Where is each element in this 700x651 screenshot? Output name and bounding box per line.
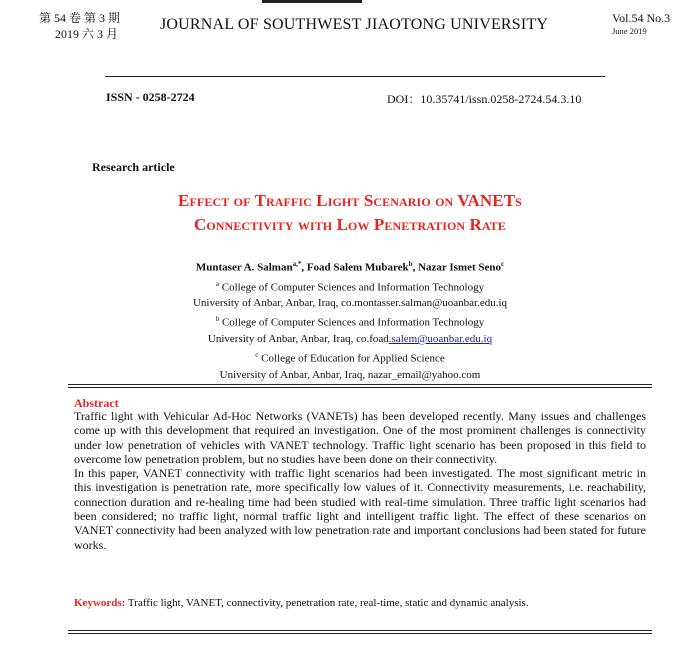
article-title-line-1: Effect of Traffic Light Scenario on VANETs [178, 191, 522, 210]
author-1: Muntaser A. Salman [195, 261, 293, 274]
affiliation-b-address [0, 331, 700, 347]
affiliation-c-address: University of Anbar, Anbar, Iraq, nazar_email@yahoo.com [219, 368, 481, 381]
abstract-heading: Abstract [74, 396, 119, 410]
affiliation-c-sup: c [255, 350, 259, 359]
volume: Vol.54 No.3 [612, 11, 671, 25]
author-1-sup: a,* [292, 260, 302, 268]
header-volume-cn [20, 10, 120, 42]
affiliation-b-sup: b [215, 315, 220, 324]
affiliation-a-sup: a [215, 279, 219, 288]
top-edge-mark [262, 0, 362, 3]
abstract-rule-top-1 [68, 384, 652, 385]
keywords-label: Keywords: [74, 597, 126, 609]
affiliation-b-address-prefix: University of Anbar, Anbar, Iraq, co.foad [207, 332, 389, 345]
affiliation-c [0, 347, 700, 367]
header-volume [612, 12, 670, 38]
article-type: Research article [92, 160, 175, 174]
abstract-rule-bottom-1 [68, 630, 652, 631]
email-link[interactable]: .salem@uoanbar.edu.iq [388, 332, 493, 345]
abstract-paragraph-1: Traffic light with Vehicular Ad-Hoc Networks (VANETs) has been developed recently. Many issues and challenges come up with this development that required an investigation. One of the most prominent challenges is connectivity under low penetration of vehicles with VANET technology. Traffic light scenario has been proposed in this field to overcome low penetration problem, but no studies have been done on their connectivity. [74, 409, 646, 466]
author-2-sup: b [408, 260, 413, 268]
author-sep: , [412, 261, 419, 274]
author-3-sup: c [500, 260, 505, 268]
keywords-text: Traffic light, VANET, connectivity, penetration rate, real-time, static and dynamic analysis. [125, 597, 529, 609]
affiliation-b [0, 311, 700, 331]
date-cn: 2019 六 3 月 [54, 27, 118, 41]
volume-cn: 第 54 卷 第 3 期 [38, 11, 120, 25]
author-sep: , [301, 261, 307, 274]
affiliation-a [0, 276, 700, 296]
author-2: Foad Salem Mubarek [306, 261, 409, 274]
author-names [0, 256, 700, 276]
author-block [0, 256, 700, 383]
keywords [74, 597, 529, 609]
issue-date: June 2019 [612, 26, 647, 36]
affiliation-a-address: University of Anbar, Anbar, Iraq, co.montasser.salman@uoanbar.edu.iq [192, 297, 508, 310]
affiliation-a-line-1: College of Computer Sciences and Information Technology [221, 281, 485, 294]
abstract-rule-top-2 [68, 387, 652, 388]
abstract-body [74, 409, 646, 552]
abstract-paragraph-2: In this paper, VANET connectivity with traffic light scenarios had been investigated. The most significant metric in this investigation is penetration rate, more specifically low values of it. Connectivity measurements, i.e. reachability, connection duration and re-healing time had been studied with real-time simulation. Three traffic light scenarios had been considered; no traffic light, normal traffic light and intelligent traffic light. The effect of these scenarios on VANET connectivity had been analyzed with low penetration rate and important conclusions had been stated for future works. [74, 466, 646, 552]
doi: DOI：10.35741/issn.0258-2724.54.3.10 [387, 92, 582, 106]
abstract-rule-bottom-2 [68, 633, 652, 634]
article-title-line-2: Connectivity with Low Penetration Rate [193, 215, 506, 234]
issn: ISSN - 0258-2724 [106, 90, 195, 104]
affiliation-b-line-1: College of Computer Sciences and Information Technology [221, 316, 485, 329]
affiliation-c-line-1: College of Education for Applied Science [261, 352, 445, 365]
header-rule [105, 76, 605, 77]
author-3: Nazar Ismet Seno [418, 261, 501, 274]
journal-title: JOURNAL OF SOUTHWEST JIAOTONG UNIVERSITY [160, 16, 549, 33]
